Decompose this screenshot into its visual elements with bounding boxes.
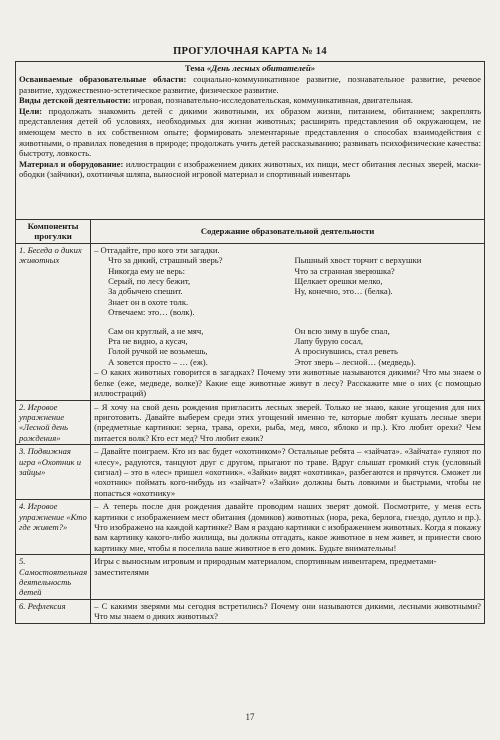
verse-line: За добычею спешит. — [108, 286, 183, 297]
row-component-name: 3. Подвижная игра «Охотник и зайцы» — [16, 445, 91, 500]
row-component-name: 4. Игровое упражнение «Кто где живет?» — [16, 500, 91, 555]
riddle-intro: – Отгадайте, про кого эти загадки. — [94, 244, 220, 255]
verse-line: Этот зверь – лесной… (медведь). — [294, 356, 416, 367]
riddle-right-2 — [295, 326, 481, 368]
page-title: ПРОГУЛОЧНАЯ КАРТА № 14 — [173, 46, 327, 57]
materials-text: иллюстрации с изображением диких животных, их пищи, мест обитания лесных зверей, маски-ободки (зайчики), охотничья шляпа, выносной игровой материал и спортивный инвентарь — [19, 158, 481, 180]
table-row — [16, 500, 485, 555]
riddles-block-1 — [94, 255, 481, 317]
materials-label: Материал и оборудование: — [19, 158, 124, 169]
verse-line: Отвечаем: это… (волк). — [108, 307, 195, 318]
materials-paragraph — [19, 159, 481, 180]
riddle-left-1 — [108, 255, 294, 317]
intro-section — [15, 61, 485, 220]
row-content: Игры с выносным игровым и природным материалом, спортивным инвентарем, предметами-заместителями — [91, 555, 485, 600]
row-content: – С какими зверями мы сегодня встретились? Почему они называются дикими, лесными животными? Что мы знаем о диких животных? — [91, 599, 485, 623]
areas-label: Осваиваемые образовательные области: — [19, 74, 187, 84]
verse-line: Никогда ему не верь: — [108, 265, 186, 276]
riddle-right-1 — [295, 255, 481, 317]
verse-line: Что за странная зверюшка? — [294, 265, 395, 276]
areas-text: социально-коммуникативное развитие, познавательное развитие, речевое развитие, художественно-эстетическое развитие, физическое развитие. — [19, 74, 481, 95]
row-component-name: 6. Рефлексия — [16, 599, 91, 623]
table-row — [16, 555, 485, 600]
row-content — [91, 243, 485, 400]
theme-value: «День лесных обитателей» — [206, 63, 316, 73]
verse-line: Он всю зиму в шубе спал, — [294, 325, 390, 336]
theme-line — [19, 63, 481, 74]
verse-line: А зовется просто – … (еж). — [108, 356, 208, 367]
verse-line: Ну, конечно, это… (белка). — [294, 286, 393, 297]
activity-table — [15, 219, 485, 624]
verse-line: Голой ручкой не возьмешь, — [108, 346, 208, 357]
verse-line: Пышный хвост торчит с верхушки — [294, 255, 422, 266]
goals-label: Цели: — [19, 105, 43, 116]
table-row — [16, 243, 485, 400]
page-number: 17 — [245, 712, 255, 722]
table-row — [16, 599, 485, 623]
verse-line: А проснувшись, стал реветь — [294, 346, 398, 357]
row-content: – Давайте поиграем. Кто из вас будет «охотником»? Остальные ребята – «зайчата». «Зайчата» гуляют по «лесу», радуются, танцуют друг с другом, прыгают по траве. Вдруг слышат громкий стук (условный сигнал) – это в «лес» пришел «охотник». «Зайки» видят «охотника», разбегаются и прячутся. Сможет ли «охотник» поймать кого-нибудь из «зайчат»? «Зайки» должны быть ловкими и быстрыми, чтобы не попасться «охотнику» — [91, 445, 485, 500]
verse-line: Знает он в охоте толк. — [108, 296, 189, 307]
verse-line: Рта не видно, а кусач, — [108, 336, 188, 347]
goals-text: продолжать знакомить детей с дикими животными, их образом жизни, питанием, обитанием; закреплять представления детей об условиях, необходимых для жизни животных; расширять представления об окружающем, не имеющем место в их собственном опыте; формировать элементарные представления о способах взаимодействия с животными, о правилах поведения в природе; продолжать учить детей рассказыванию; развивать психофизические качества: быстроту, ловкость. — [19, 105, 481, 159]
activity-text: игровая, познавательно-исследовательская, коммуникативная, двигательная. — [132, 95, 413, 106]
row-content: – Я хочу на свой день рождения пригласить лесных зверей. Только не знаю, какие угощения для них приготовить. Давайте выберем среди этих угощений именно те, которые любят кушать лесные звери (предметные картинки: зерна, трава, орехи, рыба, мед, мясо, яблоко и пр.). Кто любит орехи? Чем питается волк? Кто ест мед? Что любит ежик? — [91, 400, 485, 445]
theme-label: Тема — [184, 63, 205, 73]
row-component-name: 1. Беседа о диких животных — [16, 243, 91, 400]
col-components-header: Компоненты прогулки — [16, 220, 91, 244]
areas-paragraph — [19, 74, 481, 95]
activity-label: Виды детской деятельности: — [19, 95, 131, 106]
riddles-block-2 — [94, 326, 481, 368]
table-row — [16, 445, 485, 500]
col-content-header: Содержание образовательной деятельности — [91, 220, 485, 244]
table-row — [16, 400, 485, 445]
activity-paragraph — [19, 95, 481, 106]
row-component-name: 2. Игровое упражнение «Лесной день рождения» — [16, 400, 91, 445]
row-content: – А теперь после дня рождения давайте проводим наших зверят домой. Посмотрите, у меня есть картинки с изображением мест обитания (домиков) животных (нора, река, берлога, гнездо, дупло и пр.). Что изображено на каждой картинке? Вам я раздаю картинки с изображением животных. Когда я покажу вам картинку какого-либо жилища, вы должны отгадать, какое животное в нем живет, и принести свою картинку мне, чтобы я поселила ваше животное в его домик. Будьте внимательны! — [91, 500, 485, 555]
riddle-left-2 — [108, 326, 294, 368]
table-header-row — [16, 220, 485, 244]
verse-line: Что за дикий, страшный зверь? — [108, 255, 223, 266]
verse-line: Серый, по лесу бежит, — [108, 276, 191, 287]
riddle-questions: – О каких животных говорится в загадках? Почему эти животные называются дикими? Что мы знаем о белке (еже, медведе, волке)? Какие еще животные живут в лесу? Расскажите мне о них (с помощью иллюстраций) — [94, 367, 481, 399]
row-component-name: 5. Самостоятельная деятельность детей — [16, 555, 91, 600]
goals-paragraph — [19, 106, 481, 159]
verse-line: Лапу бурую сосал, — [294, 336, 364, 347]
verse-line: Сам он круглый, а не мяч, — [108, 325, 204, 336]
verse-line: Щелкает орешки мелко, — [294, 276, 383, 287]
